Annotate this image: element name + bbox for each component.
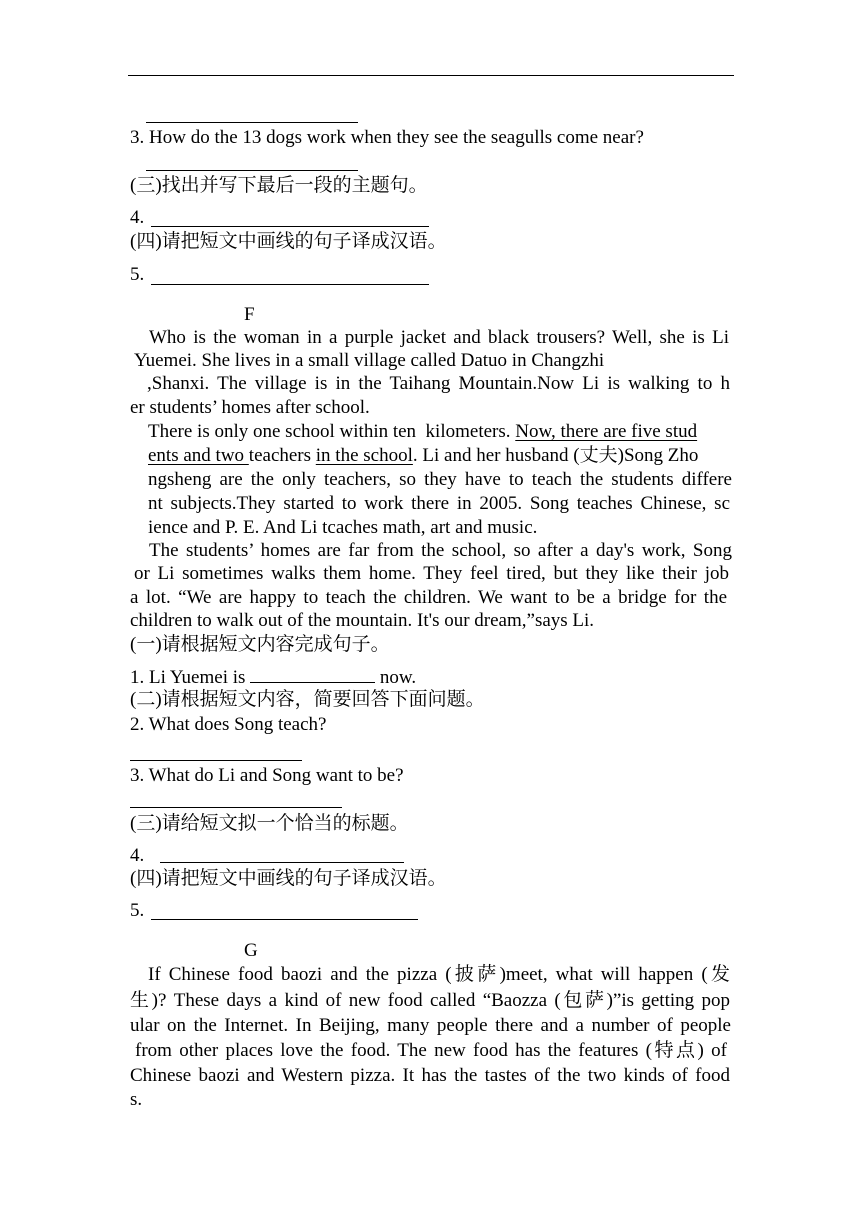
answer-blank[interactable]: [130, 807, 342, 808]
paragraph-line: nt subjects.They started to work there in 2005. Song teaches Chinese, sc: [148, 493, 730, 514]
question-1-text: 1. Li Yuemei is: [130, 667, 251, 688]
paragraph-line: a lot. “We are happy to teach the children. We want to be a bridge for the: [130, 587, 727, 608]
part-3-heading: (三)找出并写下最后一段的主题句。: [130, 175, 428, 196]
paragraph-line: Yuemei. She lives in a small village called Datuo in Changzhi: [134, 350, 605, 371]
paragraph-line: If Chinese food baozi and the pizza (披萨)meet, what will happen (发: [148, 964, 730, 985]
question-1-tail: now.: [375, 667, 417, 688]
answer-blank[interactable]: [146, 122, 358, 123]
underlined-sentence: in the school: [315, 445, 413, 466]
paragraph-line: ular on the Internet. In Beijing, many people there and a number of people: [130, 1015, 731, 1036]
question-4: 4.: [130, 845, 145, 866]
answer-blank[interactable]: [160, 862, 404, 863]
paragraph-line: ngsheng are the only teachers, so they have to teach the students differe: [148, 469, 732, 490]
paragraph-line: children to walk out of the mountain. It's our dream,”says Li.: [130, 610, 595, 631]
paragraph-line: Chinese baozi and Western pizza. It has the tastes of the two kinds of food: [130, 1065, 730, 1086]
plain-text: . Li and her husband (丈夫)Song Zho: [412, 445, 699, 466]
part-2-heading: (二)请根据短文内容，简要回答下面问题。: [130, 689, 485, 710]
question-1: [130, 664, 416, 690]
plain-text: There is only one school within ten kilometers.: [148, 421, 516, 442]
question-3: 3. How do the 13 dogs work when they see the seagulls come near?: [130, 127, 644, 148]
header-rule: [128, 75, 734, 76]
answer-blank[interactable]: [130, 760, 302, 761]
question-5: 5.: [130, 264, 149, 285]
answer-blank[interactable]: [151, 919, 418, 920]
question-2: 2. What does Song teach?: [130, 714, 327, 735]
paragraph-line: er students’ homes after school.: [130, 397, 370, 418]
part-4-heading: (四)请把短文中画线的句子译成汉语。: [130, 868, 447, 889]
underlined-sentence: Now, there are five stud: [515, 421, 698, 442]
answer-blank[interactable]: [250, 664, 375, 683]
paragraph-line: [148, 444, 698, 468]
part-3-heading: (三)请给短文拟一个恰当的标题。: [130, 813, 409, 834]
question-3: 3. What do Li and Song want to be?: [130, 765, 404, 786]
question-5: 5.: [130, 900, 149, 921]
paragraph-line: or Li sometimes walks them home. They feel tired, but they like their job: [134, 563, 729, 584]
part-4-heading: (四)请把短文中画线的句子译成汉语。: [130, 231, 447, 252]
answer-blank[interactable]: [146, 170, 358, 171]
paragraph-line: ience and P. E. And Li tcaches math, art and music.: [148, 517, 538, 538]
section-letter: F: [244, 304, 255, 325]
paragraph-line: s.: [130, 1089, 143, 1110]
paragraph-line: 生)? These days a kind of new food called “Baozza (包萨)”is getting pop: [130, 990, 730, 1011]
part-1-heading: (一)请根据短文内容完成句子。: [130, 634, 390, 655]
paragraph-line: The students’ homes are far from the school, so after a day's work, Song: [149, 540, 732, 561]
answer-blank[interactable]: [151, 284, 429, 285]
paragraph-line: ,Shanxi. The village is in the Taihang Mountain.Now Li is walking to h: [147, 373, 730, 394]
underlined-sentence: ents and two: [148, 445, 249, 466]
answer-blank[interactable]: [151, 226, 429, 227]
question-4: 4.: [130, 207, 149, 228]
paragraph-line: from other places love the food. The new food has the features (特点) of: [135, 1040, 727, 1061]
plain-text: teachers: [248, 445, 316, 466]
section-letter: G: [244, 940, 258, 961]
paragraph-line: [148, 420, 697, 444]
paragraph-line: Who is the woman in a purple jacket and black trousers? Well, she is Li: [149, 327, 729, 348]
